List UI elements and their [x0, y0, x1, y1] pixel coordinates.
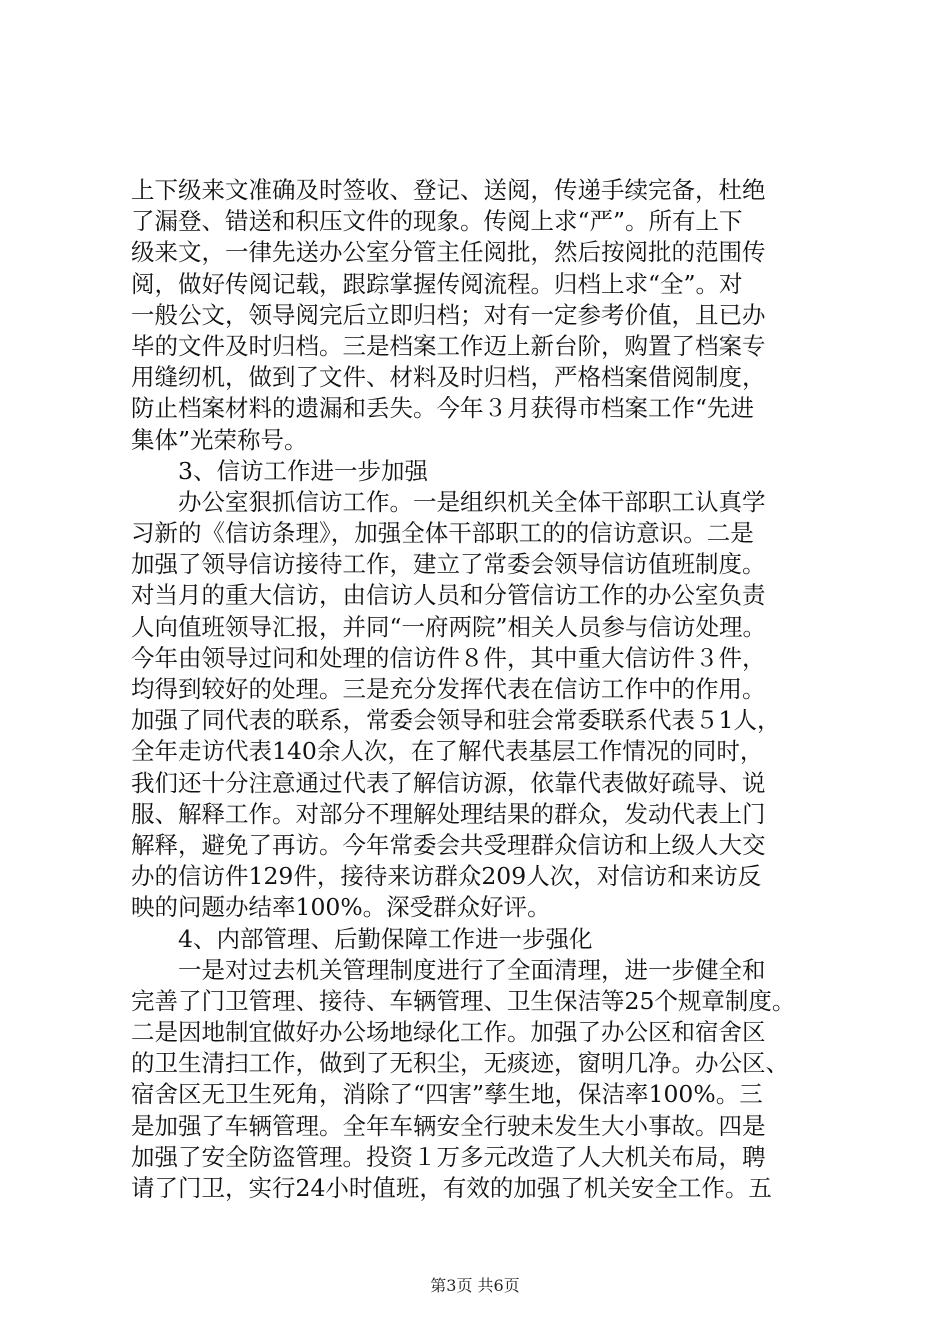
text-line: 人向值班领导汇报，并同“一府两院”相关人员参与信访处理。	[131, 612, 767, 641]
text-line: 一是对过去机关管理制度进行了全面清理，进一步健全和	[178, 955, 766, 984]
text-line: 了漏登、错送和积压文件的现象。传阅上求“严”。所有上下	[131, 207, 743, 236]
text-line: 上下级来文准确及时签收、登记、送阅，传递手续完备，杜绝	[131, 176, 766, 204]
paragraph-petitions	[131, 487, 831, 924]
text-line: 映的问题办结率100%。深受群众好评。	[131, 893, 551, 922]
section-heading-petitions: 3、信访工作进一步加强	[178, 456, 428, 485]
text-line: 对当月的重大信访，由信访人员和分管信访工作的办公室负责	[131, 581, 766, 610]
text-line: 我们还十分注意通过代表了解信访源，依靠代表做好疏导、说	[131, 768, 766, 797]
text-line: 是加强了车辆管理。全年车辆安全行驶未发生大小事故。四是	[131, 1111, 766, 1140]
text-line: 用缝纫机，做到了文件、材料及时归档，严格档案借阅制度，	[131, 363, 766, 392]
text-line: 阅，做好传阅记载，跟踪掌握传阅流程。归档上求“全”。对	[131, 269, 743, 298]
text-line: 加强了安全防盗管理。投资１万多元改造了人大机关布局，聘	[131, 1142, 766, 1171]
text-line: 服、解释工作。对部分不理解处理结果的群众，发动代表上门	[131, 799, 766, 828]
text-line: 办的信访件129件，接待来访群众209人次，对信访和来访反	[131, 862, 762, 891]
text-line: 的卫生清扫工作，做到了无积尘，无痰迹，窗明几净。办公区、	[131, 1049, 789, 1078]
text-line: 一般公文，领导阅完后立即归档；对有一定参考价值，且已办	[131, 300, 766, 329]
text-line: 办公室狠抓信访工作。一是组织机关全体干部职工认真学	[178, 487, 766, 516]
text-line: 加强了同代表的联系，常委会领导和驻会常委联系代表５1人，	[131, 706, 781, 735]
paragraph-internal-management	[131, 955, 831, 1205]
text-line: 请了门卫，实行24小时值班，有效的加强了机关安全工作。五	[131, 1174, 772, 1202]
text-line: 习新的《信访条理》，加强全体干部职工的的信访意识。二是	[131, 519, 754, 548]
text-line: 级来文，一律先送办公室分管主任阅批，然后按阅批的范围传	[131, 238, 766, 267]
paragraph-archives	[131, 175, 831, 456]
text-line: 毕的文件及时归档。三是档案工作迈上新台阶，购置了档案专	[131, 331, 766, 360]
text-line: 集体”光荣称号。	[131, 425, 308, 454]
page-footer: 第3页 共6页	[430, 1276, 520, 1295]
text-line: 今年由领导过问和处理的信访件８件，其中重大信访件３件，	[131, 643, 766, 672]
text-line: 宿舍区无卫生死角，消除了“四害”孳生地，保洁率100%。三	[131, 1080, 763, 1109]
text-line: 全年走访代表140余人次，在了解代表基层工作情况的同时，	[131, 737, 764, 766]
text-line: 加强了领导信访接待工作，建立了常委会领导信访值班制度。	[131, 550, 766, 579]
text-line: 均得到较好的处理。三是充分发挥代表在信访工作中的作用。	[131, 675, 766, 703]
section-heading-internal-management: 4、内部管理、后勤保障工作进一步强化	[178, 924, 593, 953]
text-line: 二是因地制宜做好办公场地绿化工作。加强了办公区和宿舍区	[131, 1018, 766, 1047]
text-line: 解释，避免了再访。今年常委会共受理群众信访和上级人大交	[131, 830, 766, 859]
text-line: 防止档案材料的遗漏和丢失。今年３月获得市档案工作“先进	[131, 394, 755, 423]
text-line: 完善了门卫管理、接待、车辆管理、卫生保洁等25个规章制度。	[131, 986, 796, 1015]
document-body	[131, 175, 831, 1204]
